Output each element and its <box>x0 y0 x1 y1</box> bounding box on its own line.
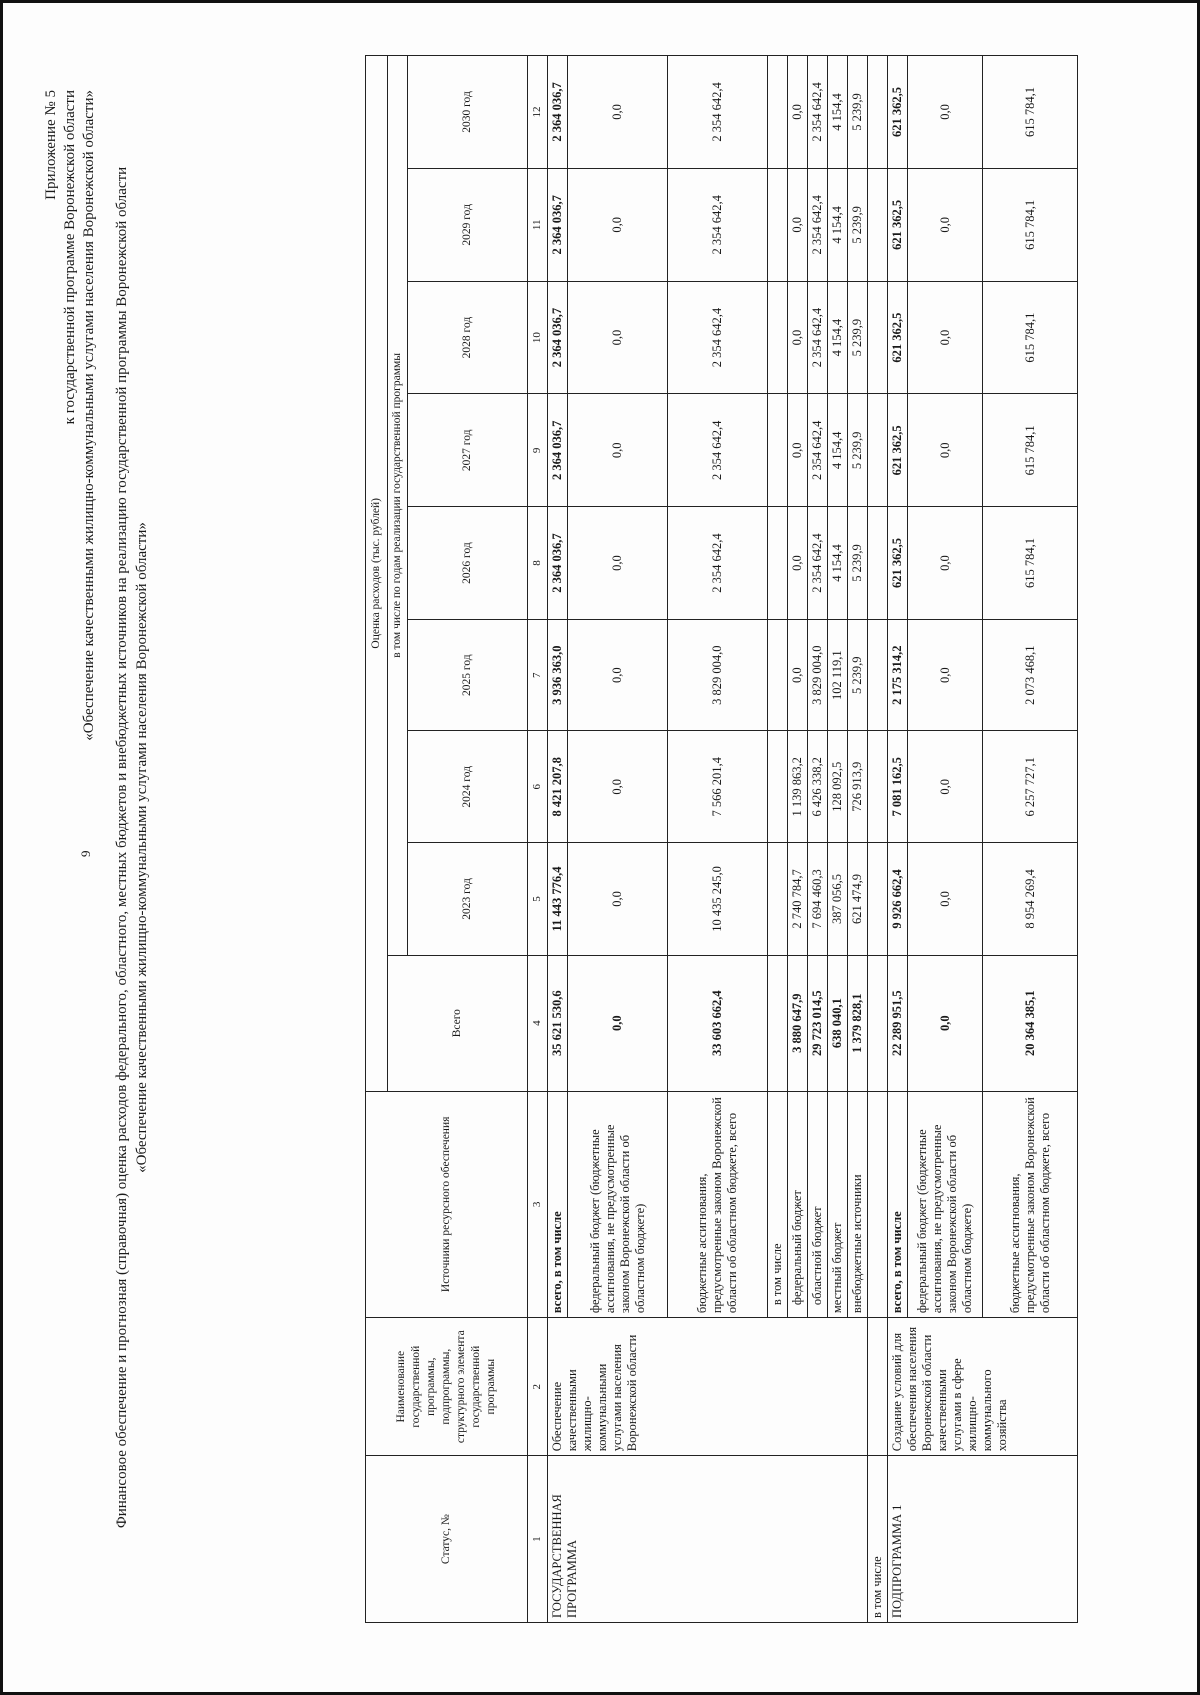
value-cell: 2 740 784,7 <box>788 843 808 956</box>
total-cell: 35 621 530,6 <box>548 955 568 1091</box>
column-index: 7 <box>528 619 548 731</box>
value-cell <box>768 619 788 731</box>
source-cell: бюджетные ассигнования, предусмотренные законом Воронежской области об областном бюджете, всего <box>983 1091 1078 1318</box>
value-cell: 0,0 <box>908 731 983 843</box>
value-cell: 0,0 <box>908 394 983 507</box>
value-cell <box>768 507 788 620</box>
value-cell: 8 421 207,8 <box>548 731 568 843</box>
header-year: 2025 год <box>408 619 528 731</box>
value-cell: 621 362,5 <box>888 394 908 507</box>
value-cell: 0,0 <box>568 394 668 507</box>
value-cell: 8 954 269,4 <box>983 843 1078 956</box>
annex-line-2: к государственной программе Воронежской области <box>62 90 78 425</box>
value-cell: 615 784,1 <box>983 56 1078 169</box>
table-row <box>548 56 568 1623</box>
column-index: 2 <box>528 1318 548 1456</box>
value-cell: 2 354 642,4 <box>808 394 828 507</box>
program-name-cell: Обеспечение качественными жилищно-коммунальными услугами населения Воронежской области <box>548 1318 868 1456</box>
value-cell: 7 566 201,4 <box>668 731 768 843</box>
source-cell: всего, в том числе <box>548 1091 568 1318</box>
source-cell: федеральный бюджет <box>788 1091 808 1318</box>
value-cell: 621 362,5 <box>888 507 908 620</box>
value-cell <box>768 843 788 956</box>
value-cell: 2 364 036,7 <box>548 56 568 169</box>
header-total: Всего <box>388 955 528 1091</box>
column-index: 6 <box>528 731 548 843</box>
value-cell: 5 239,9 <box>848 281 868 394</box>
source-cell: всего, в том числе <box>888 1091 908 1318</box>
title-line-2: «Обеспечение качественными жилищно-коммунальными услугами населения Воронежской области» <box>134 522 150 1173</box>
value-cell: 7 694 460,3 <box>808 843 828 956</box>
value-cell: 4 154,4 <box>828 281 848 394</box>
value-cell: 3 936 363,0 <box>548 619 568 731</box>
source-cell: областной бюджет <box>808 1091 828 1318</box>
value-cell: 615 784,1 <box>983 507 1078 620</box>
value-cell: 4 154,4 <box>828 507 848 620</box>
value-cell: 0,0 <box>568 843 668 956</box>
header-year: 2023 год <box>408 843 528 956</box>
value-cell: 4 154,4 <box>828 394 848 507</box>
value-cell: 2 354 642,4 <box>668 56 768 169</box>
total-cell <box>768 955 788 1091</box>
value-cell: 3 829 004,0 <box>668 619 768 731</box>
value-cell: 2 175 314,2 <box>888 619 908 731</box>
value-cell: 0,0 <box>788 394 808 507</box>
header-year: 2029 год <box>408 168 528 281</box>
value-cell: 0,0 <box>908 168 983 281</box>
value-cell: 621 474,9 <box>848 843 868 956</box>
empty-cell <box>868 281 888 394</box>
value-cell: 615 784,1 <box>983 168 1078 281</box>
value-cell: 0,0 <box>788 168 808 281</box>
value-cell <box>768 731 788 843</box>
value-cell: 0,0 <box>908 281 983 394</box>
table-row <box>888 56 908 1623</box>
header-year: 2027 год <box>408 394 528 507</box>
value-cell: 3 829 004,0 <box>808 619 828 731</box>
total-cell: 29 723 014,5 <box>808 955 828 1091</box>
value-cell: 2 364 036,7 <box>548 394 568 507</box>
value-cell: 2 364 036,7 <box>548 281 568 394</box>
value-cell: 0,0 <box>788 56 808 169</box>
status-cell: ГОСУДАРСТВЕННАЯ ПРОГРАММА <box>548 1456 868 1623</box>
total-cell: 0,0 <box>568 955 668 1091</box>
column-index: 9 <box>528 394 548 507</box>
header-status: Статус, № <box>366 1456 528 1623</box>
value-cell: 621 362,5 <box>888 281 908 394</box>
value-cell: 102 119,1 <box>828 619 848 731</box>
title-line-1: Финансовое обеспечение и прогнозная (справочная) оценка расходов федерального, областного, местных бюджетов и внебюджетных источников на реализацию государственной программы Воронежской области <box>114 166 130 1529</box>
value-cell: 0,0 <box>568 168 668 281</box>
total-cell: 1 379 828,1 <box>848 955 868 1091</box>
value-cell: 0,0 <box>568 281 668 394</box>
source-cell: местный бюджет <box>828 1091 848 1318</box>
value-cell: 2 354 642,4 <box>668 507 768 620</box>
header-source: Источники ресурсного обеспечения <box>366 1091 528 1318</box>
in-that-number-cell: в том числе <box>868 1456 888 1623</box>
header-by-years: в том числе по годам реализации государственной программы <box>388 56 408 956</box>
empty-cell <box>868 56 888 169</box>
header-name: Наименование государственной программы, подпрограммы, структурного элемента государственной программы <box>366 1318 528 1456</box>
value-cell: 11 443 776,4 <box>548 843 568 956</box>
value-cell: 2 354 642,4 <box>808 281 828 394</box>
value-cell: 621 362,5 <box>888 56 908 169</box>
value-cell: 615 784,1 <box>983 394 1078 507</box>
total-cell: 638 040,1 <box>828 955 848 1091</box>
column-index: 12 <box>528 56 548 169</box>
value-cell: 2 354 642,4 <box>808 56 828 169</box>
value-cell: 10 435 245,0 <box>668 843 768 956</box>
value-cell: 1 139 863,2 <box>788 731 808 843</box>
empty-cell <box>868 1091 888 1318</box>
value-cell: 0,0 <box>568 619 668 731</box>
value-cell: 5 239,9 <box>848 507 868 620</box>
total-cell: 3 880 647,9 <box>788 955 808 1091</box>
source-cell: федеральный бюджет (бюджетные ассигнования, не предусмотренные законом Воронежской области об областном бюджете) <box>908 1091 983 1318</box>
total-cell: 22 289 951,5 <box>888 955 908 1091</box>
value-cell: 5 239,9 <box>848 619 868 731</box>
value-cell: 2 354 642,4 <box>668 394 768 507</box>
empty-cell <box>868 394 888 507</box>
column-index: 10 <box>528 281 548 394</box>
empty-cell <box>868 843 888 956</box>
column-index: 4 <box>528 955 548 1091</box>
value-cell <box>768 168 788 281</box>
source-cell: бюджетные ассигнования, предусмотренные законом Воронежской области об областном бюджете, всего <box>668 1091 768 1318</box>
source-cell: внебюджетные источники <box>848 1091 868 1318</box>
value-cell: 615 784,1 <box>983 281 1078 394</box>
column-index: 5 <box>528 843 548 956</box>
header-year: 2026 год <box>408 507 528 620</box>
value-cell: 4 154,4 <box>828 168 848 281</box>
value-cell: 2 073 468,1 <box>983 619 1078 731</box>
column-index: 1 <box>528 1456 548 1623</box>
value-cell: 0,0 <box>788 507 808 620</box>
document-title <box>112 60 152 1635</box>
empty-cell <box>868 507 888 620</box>
empty-cell <box>868 1318 888 1456</box>
finance-table <box>365 55 1078 1623</box>
value-cell: 0,0 <box>908 619 983 731</box>
value-cell: 726 913,9 <box>848 731 868 843</box>
value-cell: 6 426 338,2 <box>808 731 828 843</box>
header-year: 2024 год <box>408 731 528 843</box>
empty-cell <box>868 168 888 281</box>
value-cell <box>768 394 788 507</box>
value-cell <box>768 281 788 394</box>
page-number: 9 <box>78 850 93 857</box>
value-cell: 0,0 <box>908 843 983 956</box>
value-cell: 128 092,5 <box>828 731 848 843</box>
status-cell: ПОДПРОГРАММА 1 <box>888 1456 1078 1623</box>
value-cell: 2 354 642,4 <box>808 507 828 620</box>
value-cell: 387 056,5 <box>828 843 848 956</box>
value-cell: 621 362,5 <box>888 168 908 281</box>
value-cell: 2 354 642,4 <box>668 281 768 394</box>
empty-cell <box>868 731 888 843</box>
empty-cell <box>868 955 888 1091</box>
value-cell: 2 364 036,7 <box>548 507 568 620</box>
value-cell: 5 239,9 <box>848 56 868 169</box>
value-cell: 9 926 662,4 <box>888 843 908 956</box>
source-cell: федеральный бюджет (бюджетные ассигнования, не предусмотренные законом Воронежской области об областном бюджете) <box>568 1091 668 1318</box>
value-cell: 0,0 <box>788 281 808 394</box>
empty-cell <box>868 619 888 731</box>
source-cell: в том числе <box>768 1091 788 1318</box>
value-cell <box>768 56 788 169</box>
value-cell: 0,0 <box>568 507 668 620</box>
column-index: 8 <box>528 507 548 620</box>
value-cell: 2 364 036,7 <box>548 168 568 281</box>
column-index: 3 <box>528 1091 548 1318</box>
value-cell: 0,0 <box>568 731 668 843</box>
annex-block <box>42 90 99 741</box>
table-row <box>868 56 888 1623</box>
header-year: 2028 год <box>408 281 528 394</box>
value-cell: 2 354 642,4 <box>808 168 828 281</box>
total-cell: 0,0 <box>908 955 983 1091</box>
value-cell: 5 239,9 <box>848 168 868 281</box>
value-cell: 7 081 162,5 <box>888 731 908 843</box>
annex-line-1: Приложение № 5 <box>43 90 59 200</box>
total-cell: 20 364 385,1 <box>983 955 1078 1091</box>
program-name-cell: Создание условий для обеспечения населения Воронежской области качественными услугами в сфере жилищно-коммунального хозяйства <box>888 1318 1078 1456</box>
value-cell: 4 154,4 <box>828 56 848 169</box>
value-cell: 5 239,9 <box>848 394 868 507</box>
value-cell: 6 257 727,1 <box>983 731 1078 843</box>
value-cell: 0,0 <box>908 507 983 620</box>
header-estimate: Оценка расходов (тыс. рублей) <box>366 56 388 1092</box>
value-cell: 2 354 642,4 <box>668 168 768 281</box>
value-cell: 0,0 <box>788 619 808 731</box>
annex-line-3: «Обеспечение качественными жилищно-коммунальными услугами населения Воронежской области» <box>81 90 97 741</box>
value-cell: 0,0 <box>908 56 983 169</box>
total-cell: 33 603 662,4 <box>668 955 768 1091</box>
value-cell: 0,0 <box>568 56 668 169</box>
header-year: 2030 год <box>408 56 528 169</box>
column-index: 11 <box>528 168 548 281</box>
